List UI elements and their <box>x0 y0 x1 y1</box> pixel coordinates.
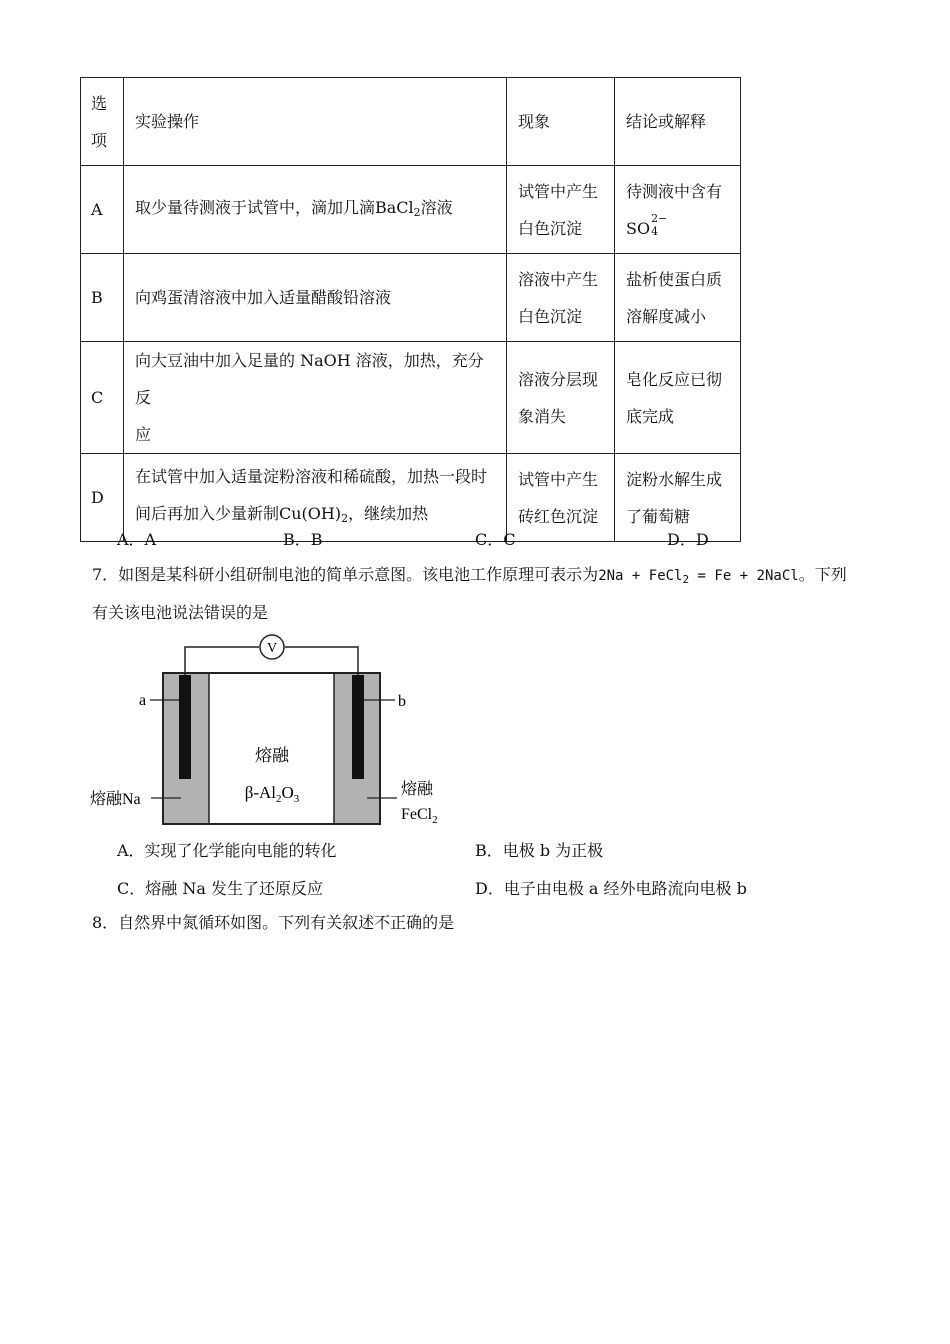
row-option: B <box>81 254 124 342</box>
row-option: A <box>81 166 124 254</box>
table-row <box>81 342 741 454</box>
right-label-line1: 熔融 <box>401 781 434 798</box>
label-a: a <box>139 692 147 709</box>
q6-option-d[interactable]: D．D <box>667 530 709 549</box>
row-conclusion: 盐析使蛋白质 溶解度减小 <box>615 254 741 342</box>
row-option: D <box>81 454 124 542</box>
q6-option-c[interactable]: C．C <box>475 530 516 549</box>
row-conclusion: 待测液中含有 SO 2− 4 <box>615 166 741 254</box>
header-operation: 实验操作 <box>124 78 507 166</box>
row-operation: 向大豆油中加入足量的 NaOH 溶液，加热，充分反 应 <box>124 342 507 454</box>
label-b: b <box>398 693 406 710</box>
q7-stem-line2: 有关该电池说法错误的是 <box>92 603 269 622</box>
row-phenomenon: 试管中产生 白色沉淀 <box>507 166 615 254</box>
wire-right <box>285 647 358 675</box>
table-header-row <box>81 78 741 166</box>
left-label: 熔融Na <box>90 791 141 808</box>
header-phenomenon: 现象 <box>507 78 615 166</box>
voltmeter-label: V <box>266 641 278 656</box>
header-option: 选 项 <box>81 78 124 166</box>
row-operation: 取少量待测液于试管中，滴加几滴BaCl$_2$溶液 <box>124 166 507 254</box>
row-operation: 向鸡蛋清溶液中加入适量醋酸铅溶液 <box>124 254 507 342</box>
row-phenomenon: 溶液分层现 象消失 <box>507 342 615 454</box>
table-row <box>81 166 741 254</box>
electrode-b <box>352 675 364 779</box>
battery-diagram <box>85 630 465 830</box>
q7-option-c[interactable]: C．熔融 Na 发生了还原反应 <box>117 879 323 898</box>
experiment-table <box>80 77 741 542</box>
q6-option-a[interactable]: A．A <box>117 530 157 549</box>
q6-option-b[interactable]: B．B <box>283 530 323 549</box>
q7-stem-line1: 7．如图是某科研小组研制电池的简单示意图。该电池工作原理可表示为2Na + FeCl$_2$ = Fe + 2NaCl。下列 <box>92 565 847 586</box>
row-phenomenon: 试管中产生 砖红色沉淀 <box>507 454 615 542</box>
table-row <box>81 454 741 542</box>
row-option: C <box>81 342 124 454</box>
row-phenomenon: 溶液中产生 白色沉淀 <box>507 254 615 342</box>
wire-left <box>185 647 259 675</box>
center-label-line2: $\beta-Al_2O_3$ <box>244 783 300 805</box>
row-conclusion: 皂化反应已彻 底完成 <box>615 342 741 454</box>
row-conclusion: 淀粉水解生成 了葡萄糖 <box>615 454 741 542</box>
right-label-line2: FeCl$_2$ <box>401 806 438 826</box>
electrode-a <box>179 675 191 779</box>
q7-option-a[interactable]: A．实现了化学能向电能的转化 <box>117 841 337 860</box>
table-row <box>81 254 741 342</box>
header-conclusion: 结论或解释 <box>615 78 741 166</box>
center-label-line1: 熔融 <box>255 746 289 765</box>
q8-stem: 8．自然界中氮循环如图。下列有关叙述不正确的是 <box>92 913 455 932</box>
q7-option-d[interactable]: D．电子由电极 a 经外电路流向电极 b <box>475 879 747 898</box>
row-operation: 在试管中加入适量淀粉溶液和稀硫酸，加热一段时 间后再加入少量新制$Cu(OH)_2$，继续加热 <box>124 454 507 542</box>
q7-equation: 2Na + FeCl$_2$ = Fe + 2NaCl <box>598 568 799 586</box>
q7-option-b[interactable]: B．电极 b 为正极 <box>475 841 604 860</box>
